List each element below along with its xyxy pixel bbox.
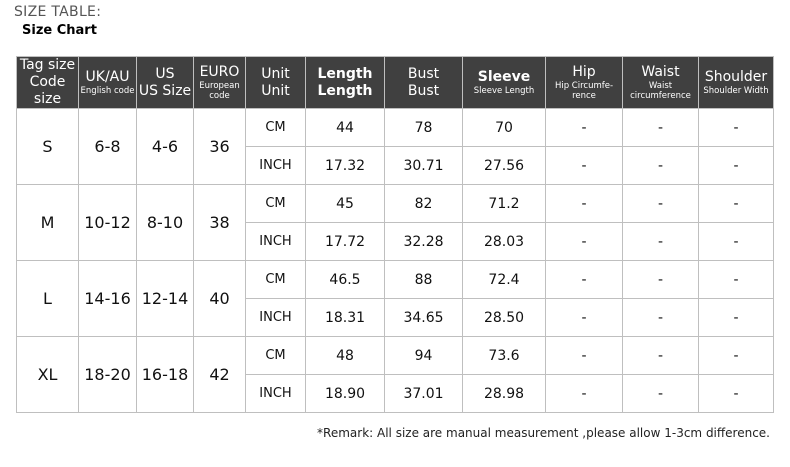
waist-cell: - [623, 337, 699, 375]
header-sleeve-caption: Sleeve Length [473, 86, 535, 96]
header-bust [385, 57, 463, 109]
waist-cell: - [623, 109, 699, 147]
remark-text: *Remark: All size are manual measurement ,please allow 1-3cm difference. [317, 426, 770, 440]
tag-size-cell: S [17, 109, 79, 185]
shoulder-cell: - [699, 185, 774, 223]
shoulder-cell: - [699, 337, 774, 375]
unit-cell: INCH [246, 147, 306, 185]
header-euro-title: EURO [199, 64, 240, 80]
header-hip [546, 57, 623, 109]
header-unit [246, 57, 306, 109]
unit-cell: CM [246, 261, 306, 299]
shoulder-cell: - [699, 261, 774, 299]
hip-cell: - [546, 337, 623, 375]
bust-cell: 32.28 [385, 223, 463, 261]
sleeve-cell: 72.4 [463, 261, 546, 299]
us-size-cell: 4-6 [137, 109, 194, 185]
header-sleeve-title: Sleeve [477, 69, 531, 85]
length-cell: 48 [306, 337, 385, 375]
bust-cell: 34.65 [385, 299, 463, 337]
table-body [17, 109, 774, 413]
header-length [306, 57, 385, 109]
sleeve-cell: 28.50 [463, 299, 546, 337]
tag-size-cell: M [17, 185, 79, 261]
bust-cell: 78 [385, 109, 463, 147]
unit-cell: INCH [246, 299, 306, 337]
header-tag-size-subtitle: Code size [29, 74, 66, 107]
waist-cell: - [623, 261, 699, 299]
shoulder-cell: - [699, 375, 774, 413]
size-table [16, 56, 774, 413]
header-sleeve [463, 57, 546, 109]
unit-cell: CM [246, 185, 306, 223]
waist-cell: - [623, 375, 699, 413]
header-uk-au-caption: English code [80, 86, 135, 96]
hip-cell: - [546, 261, 623, 299]
waist-cell: - [623, 299, 699, 337]
bust-cell: 30.71 [385, 147, 463, 185]
waist-cell: - [623, 185, 699, 223]
length-cell: 18.31 [306, 299, 385, 337]
header-euro-caption: European code [199, 81, 240, 101]
hip-cell: - [546, 147, 623, 185]
unit-cell: INCH [246, 375, 306, 413]
bust-cell: 37.01 [385, 375, 463, 413]
header-us [137, 57, 194, 109]
header-shoulder-caption: Shoulder Width [703, 86, 769, 96]
us-size-cell: 8-10 [137, 185, 194, 261]
us-size-cell: 12-14 [137, 261, 194, 337]
header-us-subtitle: US Size [138, 82, 192, 99]
us-size-cell: 16-18 [137, 337, 194, 413]
header-bust-subtitle: Bust [407, 82, 440, 99]
euro-cell: 36 [194, 109, 246, 185]
sleeve-cell: 70 [463, 109, 546, 147]
unit-cell: CM [246, 337, 306, 375]
header-length-title: Length [317, 65, 373, 82]
header-waist-title: Waist [641, 64, 680, 80]
length-cell: 45 [306, 185, 385, 223]
header-uk-au-title: UK/AU [85, 69, 130, 85]
hip-cell: - [546, 109, 623, 147]
header-euro [194, 57, 246, 109]
shoulder-cell: - [699, 147, 774, 185]
shoulder-cell: - [699, 223, 774, 261]
sleeve-cell: 27.56 [463, 147, 546, 185]
length-cell: 44 [306, 109, 385, 147]
table-row [17, 185, 774, 223]
hip-cell: - [546, 375, 623, 413]
header-length-subtitle: Length [317, 82, 373, 99]
header-waist [623, 57, 699, 109]
header-tag-size-title: Tag size [19, 57, 76, 73]
header-shoulder [699, 57, 774, 109]
shoulder-cell: - [699, 109, 774, 147]
header-row [17, 57, 774, 109]
waist-cell: - [623, 223, 699, 261]
sleeve-cell: 28.98 [463, 375, 546, 413]
euro-cell: 38 [194, 185, 246, 261]
header-bust-title: Bust [407, 65, 440, 82]
table-row [17, 337, 774, 375]
header-tag-size [17, 57, 79, 109]
uk-au-cell: 18-20 [79, 337, 137, 413]
header-waist-caption: Waist circumference [630, 81, 691, 101]
header-unit-subtitle: Unit [261, 82, 290, 99]
hip-cell: - [546, 223, 623, 261]
sleeve-cell: 28.03 [463, 223, 546, 261]
uk-au-cell: 6-8 [79, 109, 137, 185]
page-title: SIZE TABLE: [14, 4, 102, 20]
length-cell: 17.32 [306, 147, 385, 185]
length-cell: 18.90 [306, 375, 385, 413]
table-row [17, 109, 774, 147]
shoulder-cell: - [699, 299, 774, 337]
length-cell: 17.72 [306, 223, 385, 261]
tag-size-cell: XL [17, 337, 79, 413]
table-row [17, 261, 774, 299]
sleeve-cell: 73.6 [463, 337, 546, 375]
header-hip-caption: Hip Circumfe-rence [554, 81, 614, 101]
header-shoulder-title: Shoulder [704, 69, 768, 85]
euro-cell: 40 [194, 261, 246, 337]
header-us-title: US [155, 65, 175, 82]
unit-cell: INCH [246, 223, 306, 261]
unit-cell: CM [246, 109, 306, 147]
header-hip-title: Hip [572, 64, 596, 80]
uk-au-cell: 10-12 [79, 185, 137, 261]
tag-size-cell: L [17, 261, 79, 337]
length-cell: 46.5 [306, 261, 385, 299]
hip-cell: - [546, 299, 623, 337]
bust-cell: 88 [385, 261, 463, 299]
size-chart-heading: Size Chart [22, 23, 97, 38]
header-uk-au [79, 57, 137, 109]
header-unit-title: Unit [261, 65, 290, 82]
bust-cell: 94 [385, 337, 463, 375]
uk-au-cell: 14-16 [79, 261, 137, 337]
euro-cell: 42 [194, 337, 246, 413]
sleeve-cell: 71.2 [463, 185, 546, 223]
bust-cell: 82 [385, 185, 463, 223]
waist-cell: - [623, 147, 699, 185]
hip-cell: - [546, 185, 623, 223]
